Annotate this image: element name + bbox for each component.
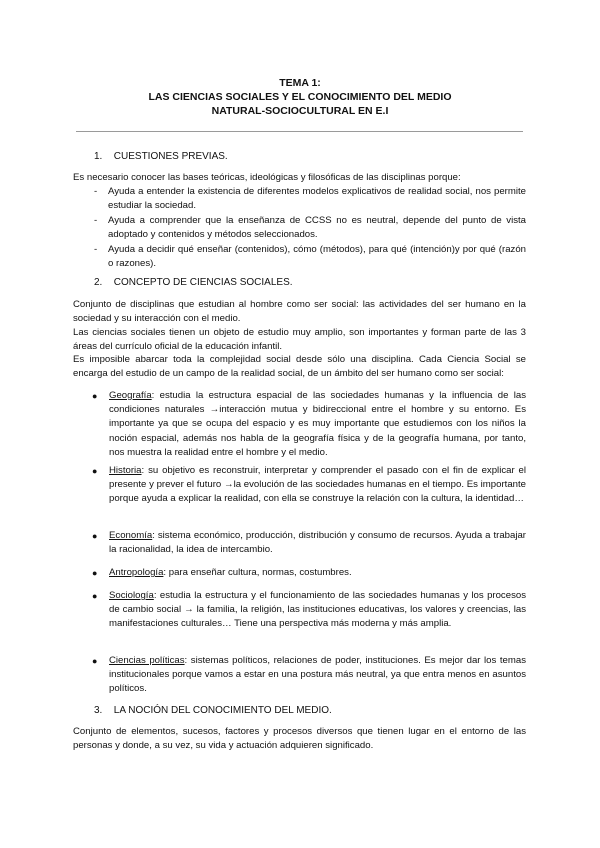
bullet-dot-icon: ● bbox=[92, 656, 98, 666]
bullet-item-ciencias-politicas bbox=[92, 654, 526, 697]
bullet-term: Economía bbox=[109, 530, 153, 541]
section-heading-3 bbox=[94, 704, 332, 717]
bullet-term: Sociología bbox=[109, 590, 154, 601]
bullet-term: Antropología bbox=[109, 567, 164, 578]
section-title: CUESTIONES PREVIAS. bbox=[113, 151, 228, 162]
bullet-dot-icon: ● bbox=[92, 391, 98, 401]
section-title: LA NOCIÓN DEL CONOCIMIENTO DEL MEDIO. bbox=[113, 705, 332, 716]
section2-paragraph-3: Es imposible abarcar toda la complejidad social desde sólo una disciplina. Cada Ciencia Social se encarga del estudio de un campo de la realidad social, de un ámbito del ser humano como ser social: bbox=[73, 354, 526, 379]
bullet-text: : sistema económico, producción, distribución y consumo de recursos. Ayuda a trabajar la racionalidad, la idea de intercambio. bbox=[109, 530, 526, 556]
section-heading-1 bbox=[94, 150, 228, 163]
list-item bbox=[94, 243, 526, 271]
bullet-item-geografia bbox=[92, 389, 526, 460]
list-item-text: Ayuda a entender la existencia de diferentes modelos explicativos de realidad social, nos permite estudiar la sociedad. bbox=[108, 186, 526, 211]
section2-paragraph-1: Conjunto de disciplinas que estudian al hombre como ser social: las actividades del ser humano en la sociedad y su interacción con el medio. bbox=[73, 299, 526, 324]
bullet-term: Ciencias políticas bbox=[109, 655, 185, 666]
bullet-text: : estudia la estructura espacial de las sociedades humanas y la influencia de las condiciones naturales →interacción mutua y bidireccional entre el hombre y su entorno. Es importante ya que se ocupa del espacio y es muy importante que estudiemos con los niños la noción espacial, además nos habla de la geografía física y de la geografía humana, por tanto, nos muestra la realidad entre el hombre y el medio. bbox=[109, 390, 526, 458]
bullet-item-historia bbox=[92, 464, 526, 507]
bullet-dot-icon: ● bbox=[92, 568, 98, 578]
section2-paragraph-2: Las ciencias sociales tienen un objeto de estudio muy amplio, son importantes y forman parte de las 3 áreas del currículo oficial de la educación infantil. bbox=[73, 327, 526, 352]
bullet-item-sociologia bbox=[92, 589, 526, 632]
title-line-1: TEMA 1: bbox=[279, 77, 321, 89]
section-number: 1. bbox=[94, 151, 103, 162]
bullet-item-antropologia bbox=[92, 566, 526, 580]
dash-marker: - bbox=[94, 186, 98, 197]
title-line-3: NATURAL-SOCIOCULTURAL EN E.I bbox=[211, 105, 389, 117]
section-number: 3. bbox=[94, 705, 103, 716]
section-number: 2. bbox=[94, 277, 103, 288]
bullet-dot-icon: ● bbox=[92, 591, 98, 601]
dash-marker: - bbox=[94, 215, 98, 226]
section1-list bbox=[94, 185, 526, 272]
bullet-term: Geografía bbox=[109, 390, 152, 401]
bullet-term: Historia bbox=[109, 465, 142, 476]
section3-paragraph-1: Conjunto de elementos, sucesos, factores y procesos diversos que tienen lugar en el entorno de las personas y donde, a su vez, su vida y actuación adquieren significado. bbox=[73, 726, 526, 751]
list-item-text: Ayuda a comprender que la enseñanza de CCSS no es neutral, depende del punto de vista adoptado y contenidos y métodos seleccionados. bbox=[108, 215, 526, 240]
bullet-text: : sistemas políticos, relaciones de poder, instituciones. Es mejor dar los temas institucionales porque vamos a estar en una postura más neutral, ya que entra menos en asuntos políticos. bbox=[109, 655, 526, 695]
dash-marker: - bbox=[94, 244, 98, 255]
section1-intro: Es necesario conocer las bases teóricas, ideológicas y filosóficas de las disciplinas porque: bbox=[73, 172, 461, 183]
horizontal-divider bbox=[76, 131, 523, 132]
list-item bbox=[94, 185, 526, 213]
bullet-text: : para enseñar cultura, normas, costumbres. bbox=[163, 567, 352, 578]
section-title: CONCEPTO DE CIENCIAS SOCIALES. bbox=[113, 277, 293, 288]
bullet-dot-icon: ● bbox=[92, 466, 98, 476]
list-item bbox=[94, 214, 526, 242]
bullet-dot-icon: ● bbox=[92, 531, 98, 541]
title-line-2: LAS CIENCIAS SOCIALES Y EL CONOCIMIENTO DEL MEDIO bbox=[148, 91, 452, 103]
bullet-item-economia bbox=[92, 529, 526, 557]
list-item-text: Ayuda a decidir qué enseñar (contenidos), cómo (métodos), para qué (intención)y por qué (razón o razones). bbox=[108, 244, 526, 269]
section-heading-2 bbox=[94, 276, 293, 289]
bullet-text: : estudia la estructura y el funcionamiento de las sociedades humanas y los procesos de cambio social → la familia, la religión, las instituciones educativas, los valores y creencias, las manifestaciones culturales… Tiene una perspectiva más moderna y más amplia. bbox=[109, 590, 526, 630]
bullet-text: : su objetivo es reconstruir, interpretar y comprender el pasado con el fin de explicar el presente y prever el futuro →la evolución de las sociedades humanas en el tiempo. Es importante porque ayuda a explicar la realidad, con ella se construye la relación con la cultura, la identidad… bbox=[109, 465, 526, 505]
